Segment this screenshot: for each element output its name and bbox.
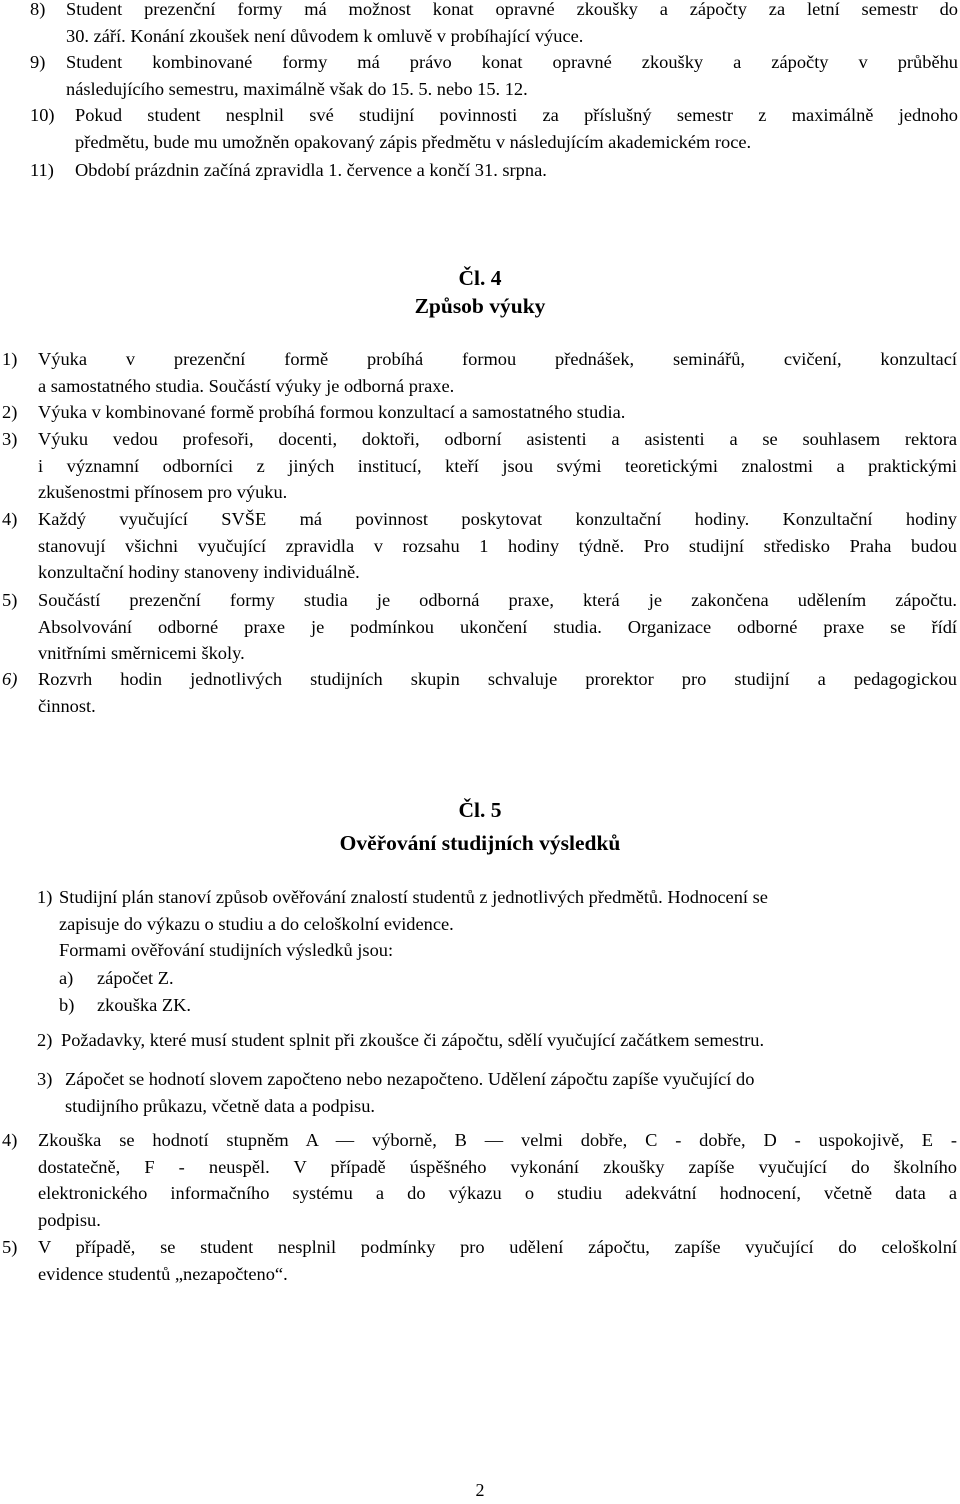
article-4-item-3 bbox=[2, 426, 957, 506]
item-number: 10) bbox=[30, 105, 55, 125]
item-line: Výuku vedou profesoři, docenti, doktoři, odborní asistenti a asistenti a se souhlasem rektora bbox=[38, 429, 957, 449]
item-line: dostatečně, F - neuspěl. V případě úspěšného vykonání zkoušky zapíše vyučující do školního bbox=[38, 1156, 957, 1177]
item-number: 4) bbox=[2, 509, 18, 529]
item-line: Student kombinované formy má právo konat opravné zkoušky a zápočty v průběhu bbox=[66, 52, 958, 72]
item-line: konzultační hodiny stanoveny individuálně. bbox=[38, 562, 360, 583]
item-line: Součástí prezenční formy studia je odborná praxe, která je zakončena udělením zápočtu. bbox=[38, 590, 957, 610]
item-line: následujícího semestru, maximálně však do 15. 5. nebo 15. 12. bbox=[66, 78, 528, 99]
article-4-item-4 bbox=[2, 506, 957, 586]
article-4-title: Způsob výuky bbox=[414, 294, 546, 318]
item-number: 5) bbox=[2, 590, 18, 610]
list-item-10 bbox=[30, 102, 958, 155]
item-line: elektronického informačního systému a do výkazu o studiu adekvátní hodnocení, včetně data a bbox=[38, 1183, 957, 1204]
item-line: Výuka v kombinované formě probíhá formou konzultací a samostatného studia. bbox=[38, 402, 626, 422]
sub-item-a bbox=[59, 965, 459, 992]
list-item-8 bbox=[30, 0, 958, 49]
article-4-item-1 bbox=[2, 346, 957, 399]
list-item-11 bbox=[30, 157, 958, 184]
item-line: Formami ověřování studijních výsledků jsou: bbox=[59, 940, 394, 961]
item-line: V případě, se student nesplnil podmínky pro udělení zápočtu, zapíše vyučující do celoškolní bbox=[38, 1237, 957, 1257]
article-4-item-2 bbox=[2, 399, 957, 426]
item-line: Zkouška se hodnotí stupněm A — výborně, B — velmi dobře, C - dobře, D - uspokojivě, E - bbox=[38, 1130, 957, 1150]
item-line: Absolvování odborné praxe je podmínkou ukončení studia. Organizace odborné praxe se řídí bbox=[38, 616, 957, 637]
item-number: 3) bbox=[2, 429, 18, 449]
item-line: Zápočet se hodnotí slovem započteno nebo nezapočteno. Udělení zápočtu zapíše vyučující do bbox=[65, 1069, 755, 1089]
item-line: Období prázdnin začíná zpravidla 1. července a končí 31. srpna. bbox=[75, 160, 547, 180]
item-line: zapisuje do výkazu o studiu a do celoškolní evidence. bbox=[59, 913, 454, 934]
item-line: zkušenostmi přínosem pro výuku. bbox=[38, 482, 288, 503]
item-number: 4) bbox=[2, 1130, 18, 1150]
item-number: 1) bbox=[2, 349, 18, 369]
article-4-item-6 bbox=[2, 666, 957, 719]
article-5-item-3 bbox=[37, 1066, 957, 1119]
item-line: evidence studentů „nezapočteno“. bbox=[38, 1263, 288, 1284]
list-item-9 bbox=[30, 49, 958, 102]
item-line: a samostatného studia. Součástí výuky je odborná praxe. bbox=[38, 375, 455, 396]
item-line: studijního průkazu, včetně data a podpisu. bbox=[65, 1095, 376, 1116]
article-5-item-2 bbox=[37, 1027, 957, 1054]
item-line: Výuka v prezenční formě probíhá formou přednášek, seminářů, cvičení, konzultací bbox=[38, 349, 957, 369]
item-line: předmětu, bude mu umožněn opakovaný zápis předmětu v následujícím akademickém roce. bbox=[75, 131, 752, 152]
item-line: Studijní plán stanoví způsob ověřování znalostí studentů z jednotlivých předmětů. Hodnocení se bbox=[59, 887, 768, 907]
sub-item-letter: b) bbox=[59, 995, 75, 1015]
sub-item-text: zkouška ZK. bbox=[97, 995, 191, 1015]
item-line: 30. září. Konání zkoušek není důvodem k omluvě v probíhající výuce. bbox=[66, 25, 584, 46]
article-5-item-1 bbox=[37, 884, 949, 964]
sub-item-letter: a) bbox=[59, 968, 74, 988]
item-line: podpisu. bbox=[38, 1209, 101, 1230]
item-line: vnitřními směrnicemi školy. bbox=[38, 643, 245, 664]
item-number: 11) bbox=[30, 160, 54, 180]
item-number: 5) bbox=[2, 1237, 18, 1257]
item-line: Každý vyučující SVŠE má povinnost poskytovat konzultační hodiny. Konzultační hodiny bbox=[38, 509, 957, 529]
item-number: 3) bbox=[37, 1069, 53, 1089]
item-line: stanovují všichni vyučující zpravidla v rozsahu 1 hodiny týdně. Pro studijní středisko Praha budou bbox=[38, 535, 957, 556]
sub-item-b bbox=[59, 992, 459, 1019]
sub-item-text: zápočet Z. bbox=[97, 968, 174, 988]
item-line: i významní odborníci z jiných institucí, kteří jsou svými teoretickými znalostmi a praktickými bbox=[38, 455, 957, 476]
article-5-item-5 bbox=[2, 1234, 957, 1287]
item-line: Rozvrh hodin jednotlivých studijních skupin schvaluje prorektor pro studijní a pedagogickou bbox=[38, 669, 957, 689]
item-line: činnost. bbox=[38, 695, 96, 716]
item-number: 1) bbox=[37, 887, 53, 907]
article-4-number: Čl. 4 bbox=[458, 266, 502, 290]
item-number: 2) bbox=[2, 402, 18, 422]
item-number: 2) bbox=[37, 1030, 53, 1050]
page-number: 2 bbox=[475, 1480, 485, 1500]
item-line: Pokud student nesplnil své studijní povinnosti za příslušný semestr z maximálně jednoho bbox=[75, 105, 958, 125]
item-line: Požadavky, které musí student splnit při zkoušce či zápočtu, sdělí vyučující začátkem semestru. bbox=[61, 1030, 765, 1050]
article-4-item-5 bbox=[2, 587, 957, 667]
item-number: 9) bbox=[30, 52, 46, 72]
article-5-item-4 bbox=[2, 1127, 957, 1233]
article-5-title: Ověřování studijních výsledků bbox=[339, 831, 621, 855]
item-number: 8) bbox=[30, 0, 46, 19]
article-5-number: Čl. 5 bbox=[458, 798, 502, 822]
item-line: Student prezenční formy má možnost konat opravné zkoušky a zápočty za letní semestr do bbox=[66, 0, 958, 19]
item-number: 6) bbox=[2, 669, 18, 689]
